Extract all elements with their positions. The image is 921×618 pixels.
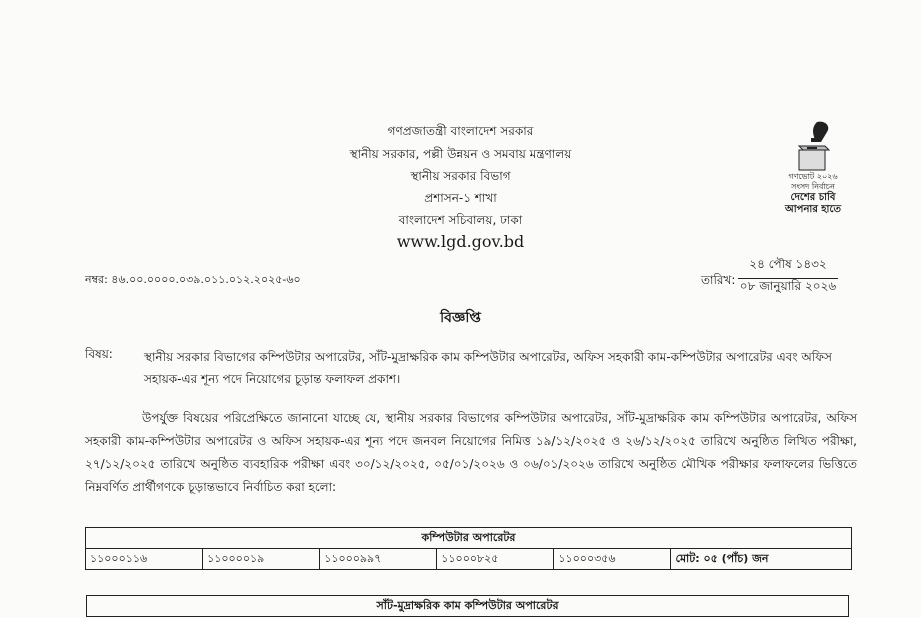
website-url: www.lgd.gov.bd	[396, 232, 525, 251]
body-paragraph: উপর্যুক্ত বিষয়ের পরিপ্রেক্ষিতে জানানো যাচ্ছে যে, স্থানীয় সরকার বিভাগের কম্পিউটার অপারেটর, সাঁট-মুদ্রাক্ষরিক কাম কম্পিউটার অপারেটর, অফিস সহকারী কাম-কম্পিউটার অপারেটর ও অফিস সহায়ক-এর শূন্য পদে জনবল নিয়োগের নিমিত্ত ১৯/১২/২০২৫ ও ২৬/১২/২০২৫ তারিখে অনুষ্ঠিত লিখিত পরীক্ষা, ২৭/১২/২০২৫ তারিখে অনুষ্ঠিত ব্যবহারিক পরীক্ষা এবং ৩০/১২/২০২৫, ০৫/০১/২০২৬ ও ০৬/০১/২০২৬ তারিখে অনুষ্ঠিত মৌখিক পরীক্ষার ফলাফলের ভিত্তিতে নিম্নবর্ণিত প্রার্থীগণকে চূড়ান্তভাবে নির্বাচিত করা হলো:	[85, 411, 857, 494]
subject-text: স্থানীয় সরকার বিভাগের কম্পিউটার অপারেটর, সাঁট-মুদ্রাক্ষরিক কাম কম্পিউটার অপারেটর, অফিস সহকারী কাম-কম্পিউটার অপারেটর এবং অফিস সহায়ক-এর শূন্য পদে নিয়োগের চূড়ান্ত ফলাফল প্রকাশ।	[144, 350, 832, 386]
election-logo	[778, 120, 848, 216]
ballot-box-icon	[791, 120, 835, 172]
table-title: কম্পিউটার অপারেটর	[86, 528, 852, 549]
roll-number: ১১০০০০১৯	[203, 549, 320, 570]
notice-title: বিজ্ঞপ্তি	[440, 310, 481, 326]
govt-name: গণপ্রজাতন্ত্রী বাংলাদেশ সরকার	[387, 124, 534, 138]
logo-line-1: গণভোট ২০২৬	[788, 172, 838, 181]
table-title: সাঁট-মুদ্রাক্ষরিক কাম কম্পিউটার অপারেটর	[87, 596, 849, 617]
division-name: স্থানীয় সরকার বিভাগ	[410, 169, 511, 183]
logo-slogan-1: দেশের চাবি	[790, 192, 836, 203]
branch-name: প্রশাসন-১ শাখা	[424, 191, 497, 205]
total-count: মোট: ০৫ (পাঁচ) জন	[671, 549, 852, 570]
table-header-row	[86, 528, 852, 549]
date-english: ০৮ জানুয়ারি ২০২৬	[739, 279, 837, 293]
logo-slogan-2: আপনার হাতে	[785, 204, 841, 215]
ministry-name: স্থানীয় সরকার, পল্লী উন্নয়ন ও সমবায় মন্ত্রণালয়	[349, 147, 572, 161]
computer-operator-table	[85, 527, 852, 570]
office-address: বাংলাদেশ সচিবালয়, ঢাকা	[398, 213, 523, 227]
date-bangla: ২৪ পৌষ ১৪৩২	[738, 256, 838, 279]
roll-number: ১১০০০৮২৫	[437, 549, 554, 570]
date-label: তারিখ:	[701, 273, 736, 287]
memo-number: নম্বর: ৪৬.০০.০০০০.০৩৯.০১১.০১২.২০২৫-৬০	[85, 273, 301, 286]
table-header-row	[87, 596, 849, 617]
roll-number: ১১০০০১১৬	[86, 549, 203, 570]
stenographer-table	[86, 595, 849, 617]
roll-number: ১১০০০৩৫৬	[554, 549, 671, 570]
roll-number: ১১০০০৯৯৭	[320, 549, 437, 570]
logo-line-2: সংসদ নির্বাচন	[791, 182, 835, 191]
subject-label: বিষয়:	[85, 347, 113, 361]
table-row	[86, 549, 852, 570]
